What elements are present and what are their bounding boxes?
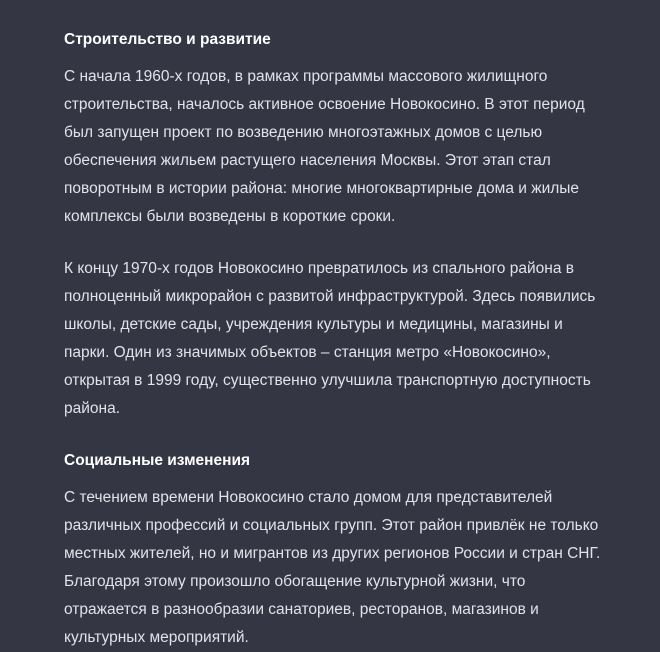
paragraph-social-1: С течением времени Новокосино стало домом для представителей различных профессий и социальных групп. Этот район привлёк не только местных жителей, но и мигрантов из других регионов России и стран СНГ. Благодаря этому произошло обогащение культурной жизни, что отражается в разнообразии санаториев, ресторанов, магазинов и культурных мероприятий.: [64, 489, 601, 646]
paragraph-construction-1: С начала 1960-х годов, в рамках программы массового жилищного строительства, началось активное освоение Новокосино. В этот период был запущен проект по возведению многоэтажных домов с целью обеспечения жильем растущего населения Москвы. Этот этап стал поворотным в истории района: многие многоквартирные дома и жилые комплексы были возведены в короткие сроки.: [64, 68, 585, 225]
section-heading-social: Социальные изменения: [64, 452, 251, 469]
section-construction-development: [64, 26, 612, 423]
section-heading-construction: Строительство и развитие: [64, 31, 271, 48]
paragraph-construction-2: К концу 1970-х годов Новокосино превратилось из спального района в полноценный микрорайон с развитой инфраструктурой. Здесь появились школы, детские сады, учреждения культуры и медицины, магазины и парки. Один из значимых объектов – станция метро «Новокосино», открытая в 1999 году, существенно улучшила транспортную доступность района.: [64, 260, 596, 417]
section-social-changes: [64, 447, 612, 652]
